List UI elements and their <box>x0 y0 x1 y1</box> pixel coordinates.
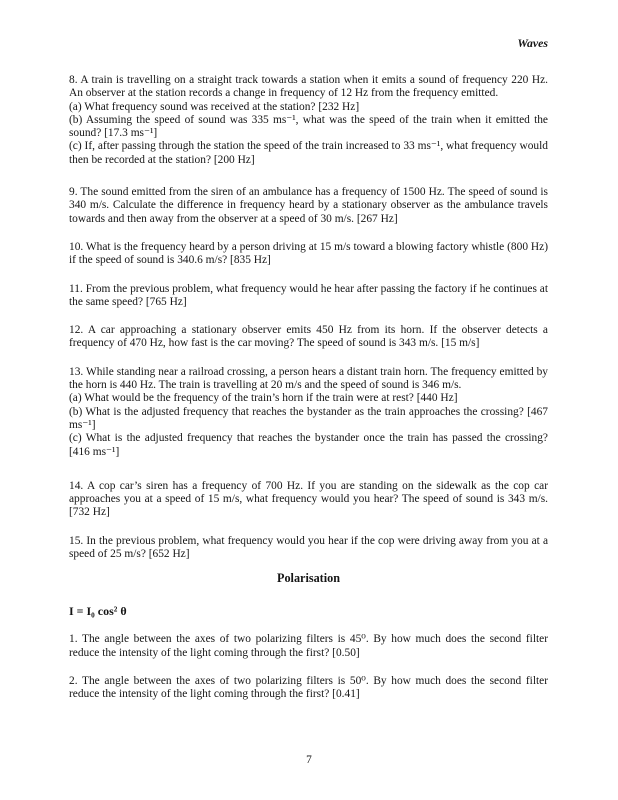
question-13 <box>69 366 548 459</box>
polarisation-question-2 <box>69 675 548 702</box>
question-10 <box>69 241 548 268</box>
question-11-stem: 11. From the previous problem, what frequency would he hear after passing the factory if he continues at the same speed? [765 Hz] <box>69 282 548 308</box>
question-8-part-b: (b) Assuming the speed of sound was 335 ms⁻¹, what was the speed of the train when it emitted the sound? [17.3 ms⁻¹] <box>69 113 548 140</box>
question-13-part-b: (b) What is the adjusted frequency that reaches the bystander as the train approaches the crossing? [467 ms⁻¹] <box>69 405 548 431</box>
question-12-stem: 12. A car approaching a stationary observer emits 450 Hz from its horn. If the observer detects a frequency of 470 Hz, how fast is the car moving? The speed of sound is 343 m/s. [15 m/s] <box>69 324 548 350</box>
question-13-part-a: (a) What would be the frequency of the train’s horn if the train were at rest? [440 Hz] <box>69 392 458 405</box>
running-header: Waves <box>517 36 548 50</box>
question-10-stem: 10. What is the frequency heard by a person driving at 15 m/s toward a blowing factory whistle (800 Hz) if the speed of sound is 340.6 m/s? [835 Hz] <box>69 240 548 267</box>
page-content <box>69 0 548 717</box>
polarisation-question-1 <box>69 633 548 660</box>
question-9-stem: 9. The sound emitted from the siren of an ambulance has a frequency of 1500 Hz. The speed of sound is 340 m/s. Calculate the difference in frequency heard by a stationary observer as the ambulance travels towards and then away from the observer at a speed of 30 m/s. [267 Hz] <box>69 186 548 225</box>
question-15 <box>69 535 548 562</box>
question-11 <box>69 283 548 310</box>
polarisation-question-2-text: 2. The angle between the axes of two polarizing filters is 50⁰. By how much does the second filter reduce the intensity of the light coming through the first? [0.41] <box>69 674 548 701</box>
question-12 <box>69 324 548 351</box>
question-13-part-c: (c) What is the adjusted frequency that reaches the bystander once the train has passed the crossing? [416 ms⁻¹] <box>69 432 548 458</box>
question-8-part-a: (a) What frequency sound was received at the station? [232 Hz] <box>69 100 360 113</box>
polarisation-question-1-text: 1. The angle between the axes of two polarizing filters is 45⁰. By how much does the second filter reduce the intensity of the light coming through the first? [0.50] <box>69 633 548 659</box>
section-heading-polarisation: Polarisation <box>277 571 340 586</box>
question-8-stem: 8. A train is travelling on a straight track towards a station when it emits a sound of frequency 220 Hz. An observer at the station records a change in frequency of 12 Hz from the frequency emitted. <box>69 74 548 100</box>
question-9 <box>69 186 548 226</box>
question-14-stem: 14. A cop car’s siren has a frequency of 700 Hz. If you are standing on the sidewalk as the cop car approaches you at a speed of 15 m/s, what frequency would you hear? The speed of sound is 343 m/s. [732 Hz] <box>69 479 548 519</box>
question-8 <box>69 74 548 167</box>
question-15-stem: 15. In the previous problem, what frequency would you hear if the cop were driving away from you at a speed of 25 m/s? [652 Hz] <box>69 534 548 561</box>
question-13-stem: 13. While standing near a railroad crossing, a person hears a distant train horn. The frequency emitted by the horn is 440 Hz. The train is travelling at 20 m/s and the speed of sound is 346 m/s. <box>69 365 548 392</box>
question-8-part-c: (c) If, after passing through the station the speed of the train increased to 33 ms⁻¹, what frequency would then be recorded at the station? [200 Hz] <box>69 140 548 166</box>
page-number: 7 <box>306 754 312 766</box>
polarisation-formula: I = I₀ cos² θ <box>69 604 127 619</box>
question-14 <box>69 480 548 520</box>
